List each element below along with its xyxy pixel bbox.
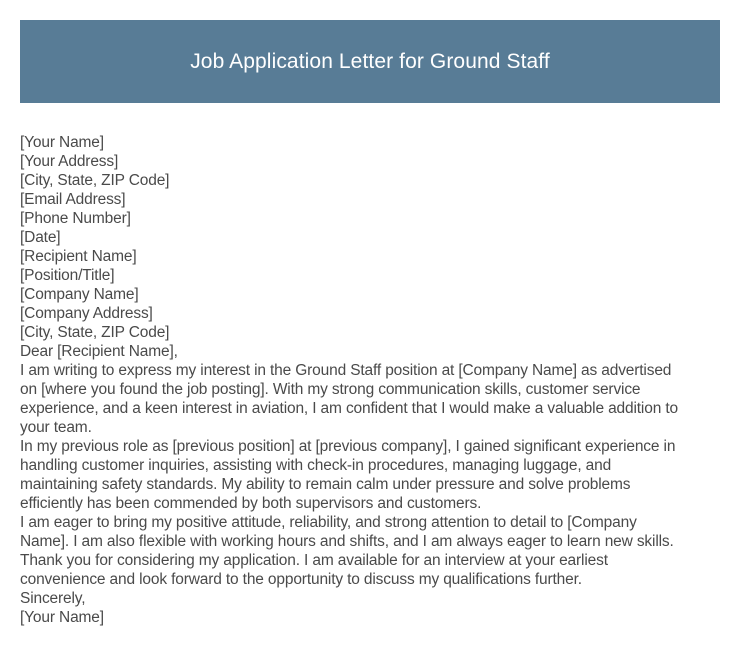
address-line: [Your Name] [20,134,104,151]
letter-body [20,133,730,627]
paragraph [20,361,730,437]
address-line: [Your Address] [20,153,119,170]
address-line: [Phone Number] [20,210,131,227]
page-title: Job Application Letter for Ground Staff [190,49,550,73]
closing: Sincerely, [20,590,86,607]
address-line: [Company Address] [20,305,153,322]
paragraph-line: I am writing to express my interest in the Ground Staff position at [Company Name] as advertised [20,362,672,379]
address-line: [Company Name] [20,286,139,303]
address-line: [Position/Title] [20,267,115,284]
paragraph [20,513,730,551]
paragraph-line: maintaining safety standards. My ability to remain calm under pressure and solve problems [20,476,631,493]
address-line: [Email Address] [20,191,126,208]
letter-paragraphs [20,361,730,589]
address-line: [Date] [20,229,61,246]
title-banner [20,20,720,103]
paragraph-line: experience, and a keen interest in aviation, I am confident that I would make a valuable addition to [20,400,678,417]
address-block [20,133,730,342]
paragraph-line: I am eager to bring my positive attitude, reliability, and strong attention to detail to [Company [20,514,637,531]
paragraph-line: In my previous role as [previous position] at [previous company], I gained significant experience in [20,438,676,455]
paragraph-line: handling customer inquiries, assisting with check-in procedures, managing luggage, and [20,457,612,474]
address-line: [City, State, ZIP Code] [20,324,170,341]
paragraph [20,437,730,513]
paragraph-line: Name]. I am also flexible with working hours and shifts, and I am always eager to learn new skills. [20,533,674,550]
paragraph-line: your team. [20,419,92,436]
paragraph-line: on [where you found the job posting]. With my strong communication skills, customer service [20,381,641,398]
paragraph-line: efficiently has been commended by both supervisors and customers. [20,495,482,512]
signature: [Your Name] [20,609,104,626]
address-line: [City, State, ZIP Code] [20,172,170,189]
paragraph [20,551,730,589]
address-line: [Recipient Name] [20,248,137,265]
paragraph-line: Thank you for considering my application. I am available for an interview at your earliest [20,552,608,569]
salutation: Dear [Recipient Name], [20,343,178,360]
paragraph-line: convenience and look forward to the opportunity to discuss my qualifications further. [20,571,582,588]
